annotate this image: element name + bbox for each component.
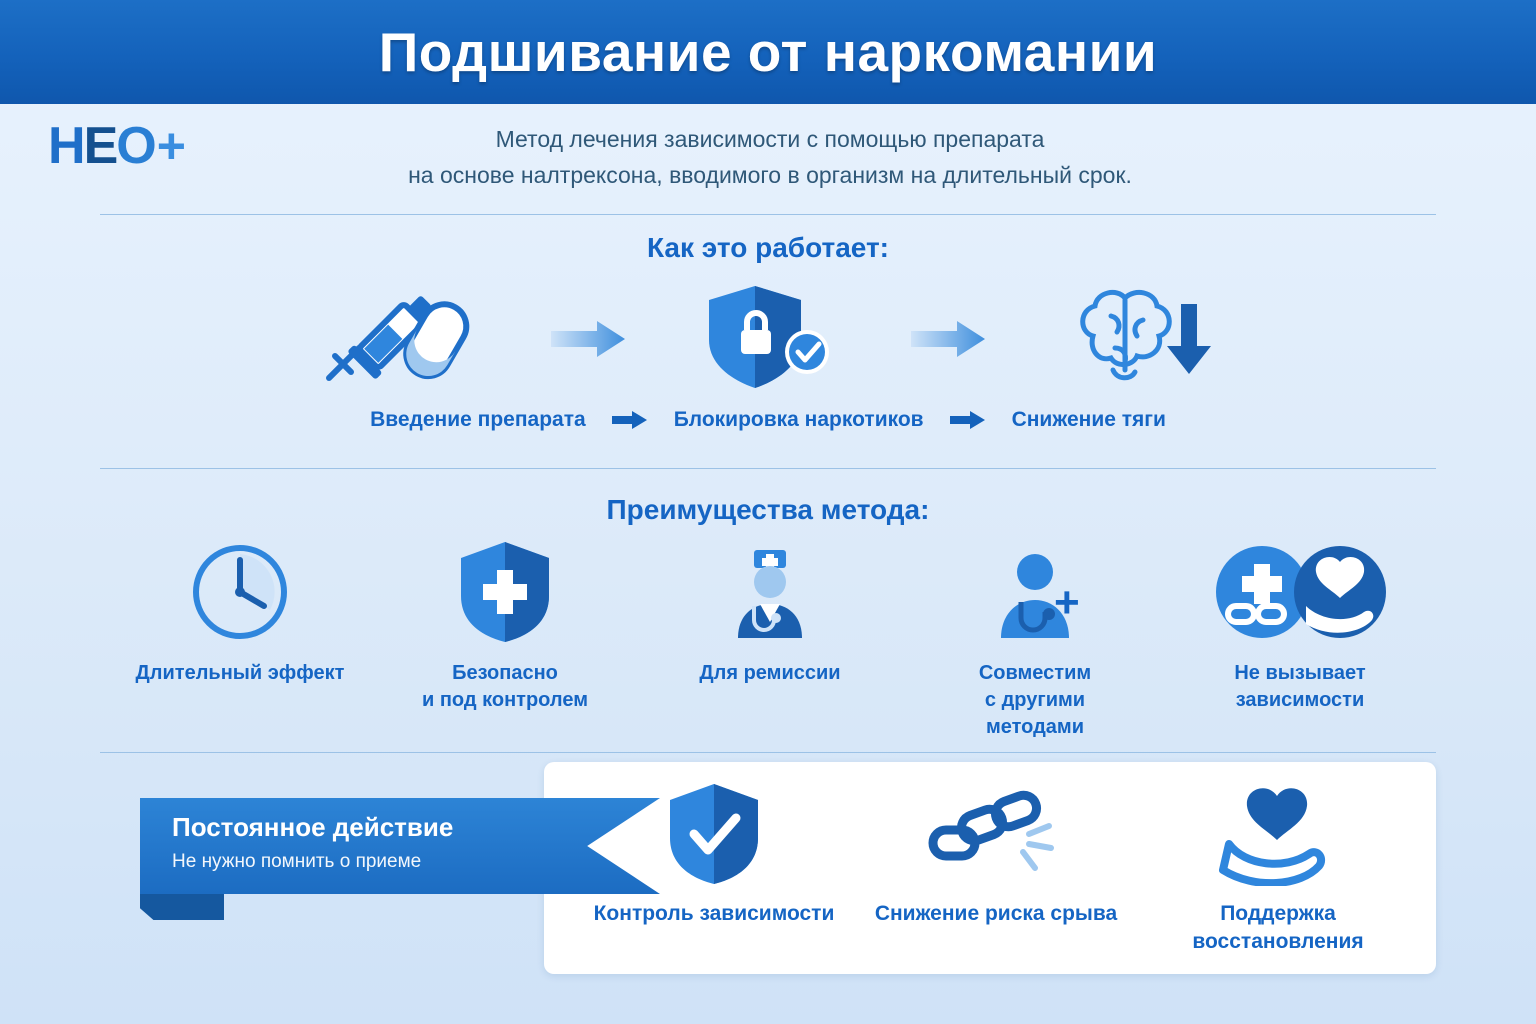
intro-line-1: Метод лечения зависимости с помощью препарата (495, 126, 1045, 152)
benefit-label-line2: и под контролем (421, 689, 588, 711)
shield-cross-icon (453, 540, 557, 644)
bottom-label-control (594, 900, 835, 928)
benefit-label-line3: методами (985, 716, 1085, 738)
bottom-label-relapse (875, 900, 1117, 928)
bottom-item-support (1148, 782, 1408, 957)
arrow-small-icon-1 (612, 410, 648, 430)
divider-middle (100, 468, 1436, 469)
benefit-label-no-addiction (1234, 660, 1365, 714)
page-title: Подшивание от наркомании (378, 21, 1158, 83)
syringe-capsule-icon (313, 278, 483, 401)
benefit-item-compatible (925, 540, 1145, 741)
arrow-right-icon-2 (909, 319, 987, 359)
ribbon-subtitle: Не нужно помнить о приеме (172, 851, 422, 872)
logo-plus: + (156, 118, 184, 174)
bottom-items-list (584, 782, 1408, 957)
benefit-label-line1: Для ремиссии (699, 662, 841, 684)
intro-line-2: на основе налтрексона, вводимого в организм на длительный срок. (408, 161, 1132, 188)
benefit-label-long-effect (136, 660, 345, 687)
clock-icon (188, 540, 292, 644)
doctor-icon (718, 540, 822, 644)
ribbon-title: Постоянное действие (172, 812, 454, 842)
page-header (0, 0, 1536, 104)
bottom-label-line1: Снижение риска срыва (874, 902, 1118, 925)
shield-check-icon (662, 782, 766, 886)
shield-lock-check-icon (693, 278, 843, 401)
ribbon-text (172, 812, 592, 873)
bottom-item-relapse (866, 782, 1126, 928)
benefit-label-line1: Совместим (978, 662, 1092, 684)
benefit-label-line2: с другими (984, 689, 1086, 711)
benefit-label-line1: Безопасно (452, 662, 558, 684)
logo-letter-3: О (116, 117, 155, 175)
logo-letter-2: Е (83, 117, 117, 175)
chain-cross-heart-hand-icon (1200, 540, 1400, 644)
brain-down-arrow-icon (1053, 278, 1223, 401)
benefits-list (130, 540, 1410, 741)
intro-text (300, 122, 1240, 193)
benefit-label-safe (422, 660, 588, 714)
arrow-small-icon-2 (950, 410, 986, 430)
bottom-label-line1: Контроль зависимости (593, 902, 835, 925)
ribbon-tail (140, 894, 224, 920)
broken-chain-icon (921, 782, 1071, 886)
benefit-label-line1: Длительный эффект (135, 662, 345, 684)
how-it-works-title: Как это работает: (646, 232, 890, 263)
benefit-item-remission (660, 540, 880, 687)
benefit-label-line1: Не вызывает (1234, 662, 1366, 684)
flow-label-1: Введение препарата (370, 408, 586, 431)
flow-label-3: Снижение тяги (1011, 408, 1166, 431)
bottom-item-control (584, 782, 844, 928)
bottom-label-line1: Поддержка (1220, 902, 1336, 925)
benefit-item-no-addiction (1190, 540, 1410, 714)
flow-label-2: Блокировка наркотиков (673, 408, 924, 431)
arrow-right-icon-1 (549, 319, 627, 359)
benefit-label-remission (699, 660, 840, 687)
bottom-label-support (1192, 900, 1363, 957)
heart-in-hand-icon (1213, 782, 1343, 886)
brand-row (0, 104, 1536, 212)
benefit-label-compatible (979, 660, 1091, 741)
how-it-works-labels (0, 408, 1536, 432)
benefit-label-line2: зависимости (1235, 689, 1365, 711)
plus-symbol: + (1054, 578, 1080, 627)
how-it-works-icons (0, 278, 1536, 400)
logo-letter-1: Н (48, 117, 84, 175)
divider-top (100, 214, 1436, 215)
bottom-label-line2: восстановления (1192, 930, 1364, 954)
benefit-item-safe (395, 540, 615, 714)
divider-bottom (100, 752, 1436, 753)
benefits-title: Преимущества метода: (606, 494, 930, 525)
benefit-item-long-effect (130, 540, 350, 687)
logo (48, 117, 184, 175)
